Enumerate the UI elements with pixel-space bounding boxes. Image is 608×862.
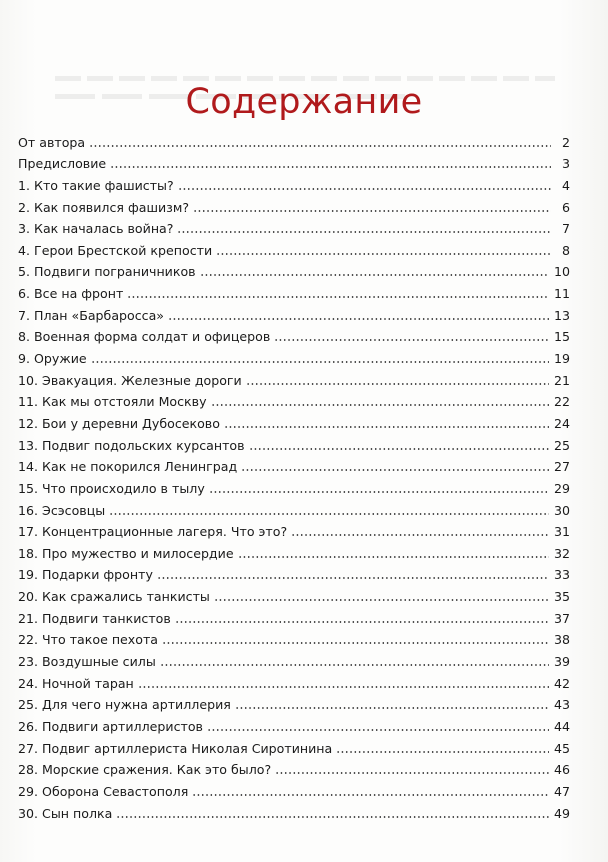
toc-entry-page-number: 49 xyxy=(553,805,570,821)
toc-entry-page-number: 29 xyxy=(553,480,570,496)
toc-entry-page-number: 4 xyxy=(561,177,570,193)
toc-entry-title: 17. Концентрационные лагеря. Что это? xyxy=(18,524,288,540)
toc-entry-title: 21. Подвиги танкистов xyxy=(18,610,171,626)
dot-leader xyxy=(162,642,549,644)
toc-entry-page-number: 46 xyxy=(553,762,570,778)
toc-entry xyxy=(18,497,570,519)
toc-entry xyxy=(18,692,570,714)
toc-entry-title: 30. Сын полка xyxy=(18,805,113,821)
toc-entry-page-number: 13 xyxy=(553,307,570,323)
toc-entry xyxy=(18,519,570,541)
toc-entry-title: 18. Про мужество и милосердие xyxy=(18,545,234,561)
dot-leader xyxy=(200,274,549,276)
dot-leader xyxy=(89,145,551,147)
toc-entry xyxy=(18,280,570,302)
dot-leader xyxy=(175,621,549,623)
dot-leader xyxy=(178,188,551,190)
dot-leader xyxy=(138,686,549,688)
dot-leader xyxy=(160,664,549,666)
toc-entry xyxy=(18,345,570,367)
toc-entry-page-number: 15 xyxy=(553,329,570,345)
toc-entry xyxy=(18,324,570,346)
toc-entry xyxy=(18,605,570,627)
dot-leader xyxy=(209,491,549,493)
toc-entry-page-number: 11 xyxy=(553,286,570,302)
toc-entry-page-number: 3 xyxy=(561,156,570,172)
toc-entry-title: 22. Что такое пехота xyxy=(18,632,159,648)
dot-leader xyxy=(336,751,549,753)
toc-entry xyxy=(18,670,570,692)
toc-entry xyxy=(18,367,570,389)
toc-entry xyxy=(18,302,570,324)
toc-entry-title: 1. Кто такие фашисты? xyxy=(18,177,174,193)
dot-leader xyxy=(192,794,549,796)
toc-entry xyxy=(18,389,570,411)
dot-leader xyxy=(235,707,549,709)
toc-entry-title: 20. Как сражались танкисты xyxy=(18,589,210,605)
toc-entry-page-number: 42 xyxy=(553,675,570,691)
toc-entry-page-number: 21 xyxy=(553,372,570,388)
toc-entry-page-number: 43 xyxy=(553,697,570,713)
toc-entry xyxy=(18,800,570,822)
toc-entry xyxy=(18,627,570,649)
toc-entry xyxy=(18,562,570,584)
toc-entry-page-number: 39 xyxy=(553,654,570,670)
toc-entry-page-number: 22 xyxy=(553,394,570,410)
dot-leader xyxy=(224,426,549,428)
toc-entry-title: От автора xyxy=(18,134,86,150)
toc-entry xyxy=(18,540,570,562)
toc-entry xyxy=(18,454,570,476)
dot-leader xyxy=(241,469,549,471)
table-of-contents xyxy=(18,129,570,822)
toc-entry-page-number: 44 xyxy=(553,718,570,734)
toc-entry-title: 4. Герои Брестской крепости xyxy=(18,242,213,258)
toc-entry-page-number: 31 xyxy=(553,524,570,540)
toc-entry-title: 7. План «Барбаросса» xyxy=(18,307,165,323)
toc-entry-page-number: 35 xyxy=(553,589,570,605)
toc-entry-title: 28. Морские сражения. Как это было? xyxy=(18,762,272,778)
toc-entry-title: 6. Все на фронт xyxy=(18,286,124,302)
dot-leader xyxy=(275,772,549,774)
dot-leader xyxy=(109,513,549,515)
toc-entry-page-number: 6 xyxy=(561,199,570,215)
toc-entry-page-number: 19 xyxy=(553,351,570,367)
toc-entry xyxy=(18,129,570,151)
toc-entry-page-number: 33 xyxy=(553,567,570,583)
toc-entry-title: 13. Подвиг подольских курсантов xyxy=(18,437,245,453)
toc-entry-title: 8. Военная форма солдат и офицеров xyxy=(18,329,271,345)
toc-entry-page-number: 37 xyxy=(553,610,570,626)
dot-leader xyxy=(207,729,549,731)
toc-entry-title: 9. Оружие xyxy=(18,351,87,367)
toc-entry-page-number: 30 xyxy=(553,502,570,518)
toc-entry xyxy=(18,172,570,194)
dot-leader xyxy=(91,361,549,363)
toc-entry xyxy=(18,194,570,216)
toc-entry-page-number: 47 xyxy=(553,783,570,799)
toc-entry-title: 24. Ночной таран xyxy=(18,675,134,691)
toc-entry xyxy=(18,757,570,779)
toc-entry xyxy=(18,259,570,281)
dot-leader xyxy=(274,339,549,341)
toc-entry-title: 25. Для чего нужна артиллерия xyxy=(18,697,231,713)
toc-entry-title: 29. Оборона Севастополя xyxy=(18,783,189,799)
toc-entry xyxy=(18,151,570,173)
dot-leader xyxy=(211,404,549,406)
toc-entry xyxy=(18,648,570,670)
toc-entry-page-number: 10 xyxy=(553,264,570,280)
toc-entry-page-number: 38 xyxy=(553,632,570,648)
toc-entry xyxy=(18,735,570,757)
toc-entry-title: 11. Как мы отстояли Москву xyxy=(18,394,207,410)
toc-entry-title: 19. Подарки фронту xyxy=(18,567,153,583)
toc-entry-title: 26. Подвиги артиллеристов xyxy=(18,718,203,734)
toc-entry xyxy=(18,432,570,454)
toc-entry-page-number: 24 xyxy=(553,415,570,431)
toc-entry-title: 5. Подвиги пограничников xyxy=(18,264,196,280)
toc-entry-title: 27. Подвиг артиллериста Николая Сиротинина xyxy=(18,740,333,756)
toc-entry-title: Предисловие xyxy=(18,156,107,172)
toc-entry-page-number: 27 xyxy=(553,459,570,475)
toc-entry xyxy=(18,216,570,238)
dot-leader xyxy=(246,383,549,385)
toc-entry-title: 15. Что происходило в тылу xyxy=(18,480,205,496)
toc-entry-title: 23. Воздушные силы xyxy=(18,654,156,670)
toc-entry xyxy=(18,583,570,605)
dot-leader xyxy=(238,556,549,558)
dot-leader xyxy=(177,231,551,233)
dot-leader xyxy=(116,816,549,818)
dot-leader xyxy=(249,448,549,450)
toc-entry-title: 10. Эвакуация. Железные дороги xyxy=(18,372,242,388)
dot-leader xyxy=(291,534,549,536)
dot-leader xyxy=(157,577,549,579)
toc-entry-page-number: 2 xyxy=(561,134,570,150)
dot-leader xyxy=(214,599,549,601)
toc-entry xyxy=(18,410,570,432)
toc-entry-page-number: 32 xyxy=(553,545,570,561)
dot-leader xyxy=(193,210,551,212)
toc-entry-title: 12. Бои у деревни Дубосеково xyxy=(18,415,220,431)
toc-entry xyxy=(18,237,570,259)
toc-entry-page-number: 25 xyxy=(553,437,570,453)
dot-leader xyxy=(216,253,551,255)
toc-entry-page-number: 8 xyxy=(561,242,570,258)
toc-entry-page-number: 7 xyxy=(561,221,570,237)
toc-entry-title: 14. Как не покорился Ленинград xyxy=(18,459,238,475)
toc-entry-title: 2. Как появился фашизм? xyxy=(18,199,190,215)
toc-entry xyxy=(18,778,570,800)
toc-entry-page-number: 45 xyxy=(553,740,570,756)
toc-entry xyxy=(18,475,570,497)
toc-entry-title: 16. Эсэсовцы xyxy=(18,502,106,518)
page-title: Содержание xyxy=(185,82,423,122)
dot-leader xyxy=(168,318,549,320)
dot-leader xyxy=(110,166,551,168)
toc-entry xyxy=(18,713,570,735)
toc-entry-title: 3. Как началась война? xyxy=(18,221,174,237)
dot-leader xyxy=(127,296,549,298)
